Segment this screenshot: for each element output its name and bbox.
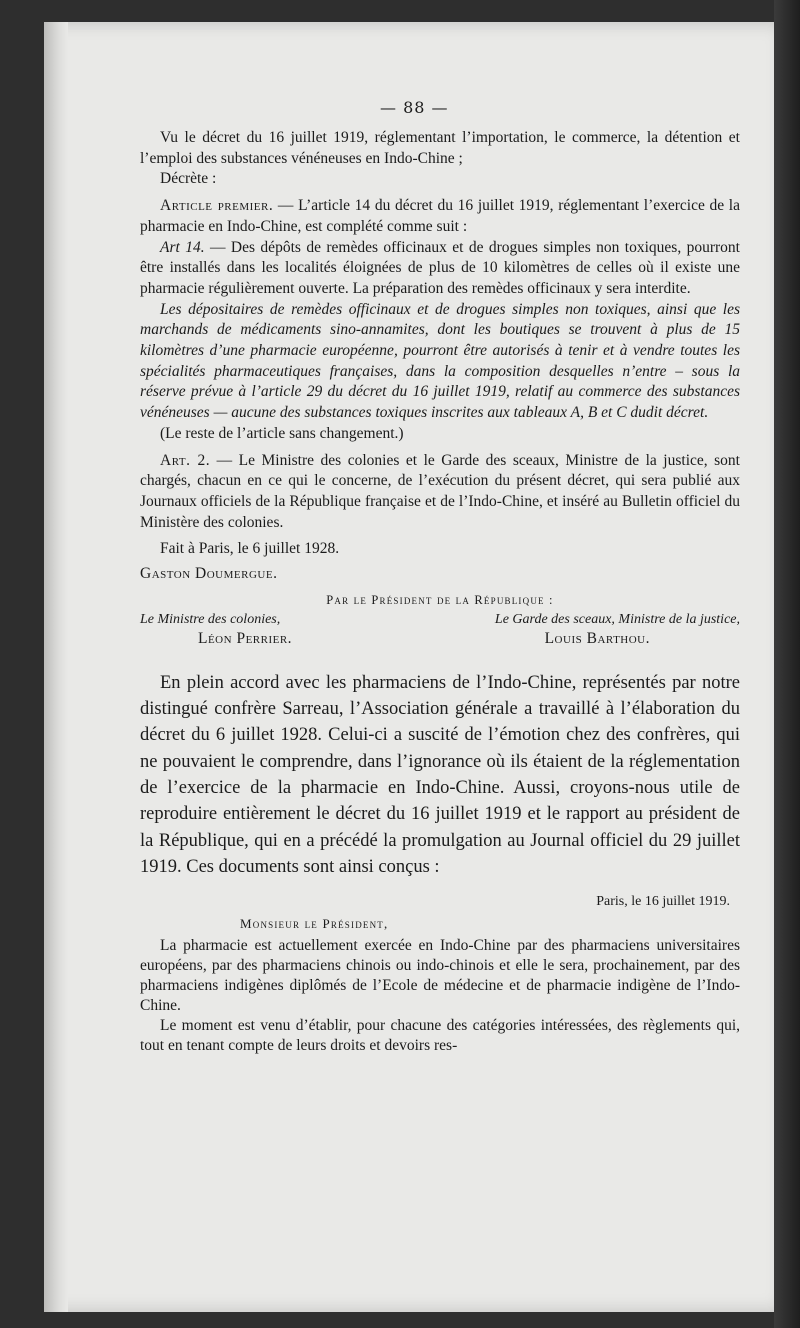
article-2-label: Art. 2. xyxy=(160,451,211,469)
minister-colonies-title: Le Ministre des colonies, xyxy=(140,611,281,627)
page-binding-shadow xyxy=(44,22,68,1312)
commentary-paragraph: En plein accord avec les pharmaciens de l’Indo-Chine, représentés par notre distingué confrère Sarreau, l’Association générale a travaillé à l’élaboration du décret du 6 juillet 1928. Celui-ci a suscité de l’émotion chez des confrères, qui ne pouvaient le comprendre, dans l’ignorance où ils étaient de la réglementation de l’exercice de la pharmacie en Indo-Chine. Aussi, croyons-nous utile de reproduire entièrement le décret du 16 juillet 1919 et le rapport au président de la République, qui en a précédé la promulgation au Journal officiel du 29 juillet 1919. Ces documents sont ainsi conçus : xyxy=(140,672,740,877)
report-paragraph-2: Le moment est venu d’établir, pour chacune des catégories intéressées, des règlements qui, tout en tenant compte de leurs droits et devoirs res- xyxy=(140,1017,740,1055)
article-14-italic-paragraph: Les dépositaires de remèdes officinaux et de drogues simples non toxiques, ainsi que les marchands de médicaments sino-annamites, dont les boutiques se trouvent à plus de 15 kilomètres d’une pharmacie européenne, pourront être autorisés à tenir et à vendre toutes les spécialités pharmaceutiques françaises, dans la composition desquelles n’entre – sous la réserve prévue à l’article 29 du décret du 16 juillet 1919, relatif au commerce des substances vénéneuses — aucune des substances toxiques inscrites aux tableaux A, B et C dudit décret. xyxy=(140,300,740,422)
decree-decrete: Décrète : xyxy=(160,170,217,188)
page-number: — 88 — xyxy=(380,98,449,117)
article-2 xyxy=(140,451,740,534)
decree-intro: Vu le décret du 16 juillet 1919, réglementant l’importation, le commerce, la détention et l’emploi des substances vénéneuses en Indo-Chine ; xyxy=(140,129,740,167)
page-content xyxy=(140,128,740,1056)
article-14-text: — Des dépôts de remèdes officinaux et de drogues simples non toxiques, pourront être installés dans les localités éloignées de plus de 10 kilomètres de celles où il existe une pharmacie régulièrement ouverte. La préparation des remèdes officinaux y sera interdite. xyxy=(140,238,740,297)
minister-justice-name: Louis Barthou. xyxy=(544,629,650,647)
article-1-text: — L’article 14 du décret du 16 juillet 1919, réglementant l’exercice de la pharmacie en Indo-Chine, est complété comme suit : xyxy=(140,197,740,235)
minister-justice-title: Le Garde des sceaux, Ministre de la justice, xyxy=(494,611,740,627)
article-1-label: Article premier. xyxy=(160,197,274,215)
commentary-section xyxy=(140,670,740,880)
report-section xyxy=(140,936,740,1056)
par-le-president: Par le Président de la République : xyxy=(326,592,554,607)
article-14 xyxy=(140,238,740,300)
article-14-label: Art 14. xyxy=(160,238,205,256)
minister-colonies-name: Léon Perrier. xyxy=(198,629,293,647)
report-dateline: Paris, le 16 juillet 1919. xyxy=(596,894,730,910)
article-reste: (Le reste de l’article sans changement.) xyxy=(160,424,404,442)
minister-names xyxy=(140,630,740,648)
decree-section xyxy=(140,128,740,585)
fait-a-paris: Fait à Paris, le 6 juillet 1928. xyxy=(160,540,340,558)
article-2-text: — Le Ministre des colonies et le Garde des sceaux, Ministre de la justice, sont chargés, chacun en ce qui le concerne, de l’exécution du présent décret, qui sera publié aux Journaux officiels de la République française et de l’Indo-Chine, et inséré au Bulletin officiel du Ministère des colonies. xyxy=(140,451,740,531)
report-paragraph-1: La pharmacie est actuellement exercée en Indo-Chine par des pharmaciens universitaires européens, par des pharmaciens chinois ou indo-chinois et elle le sera, prochainement, par des pharmaciens indigènes diplômés de l’Ecole de médecine et de pharmacie indigène de l’Indo-Chine. xyxy=(140,937,740,1015)
minister-titles xyxy=(140,612,740,628)
report-salutation: Monsieur le Président, xyxy=(240,916,389,932)
signature-president: Gaston Doumergue. xyxy=(140,565,278,583)
article-1 xyxy=(140,196,740,237)
scanner-edge xyxy=(774,0,800,1328)
